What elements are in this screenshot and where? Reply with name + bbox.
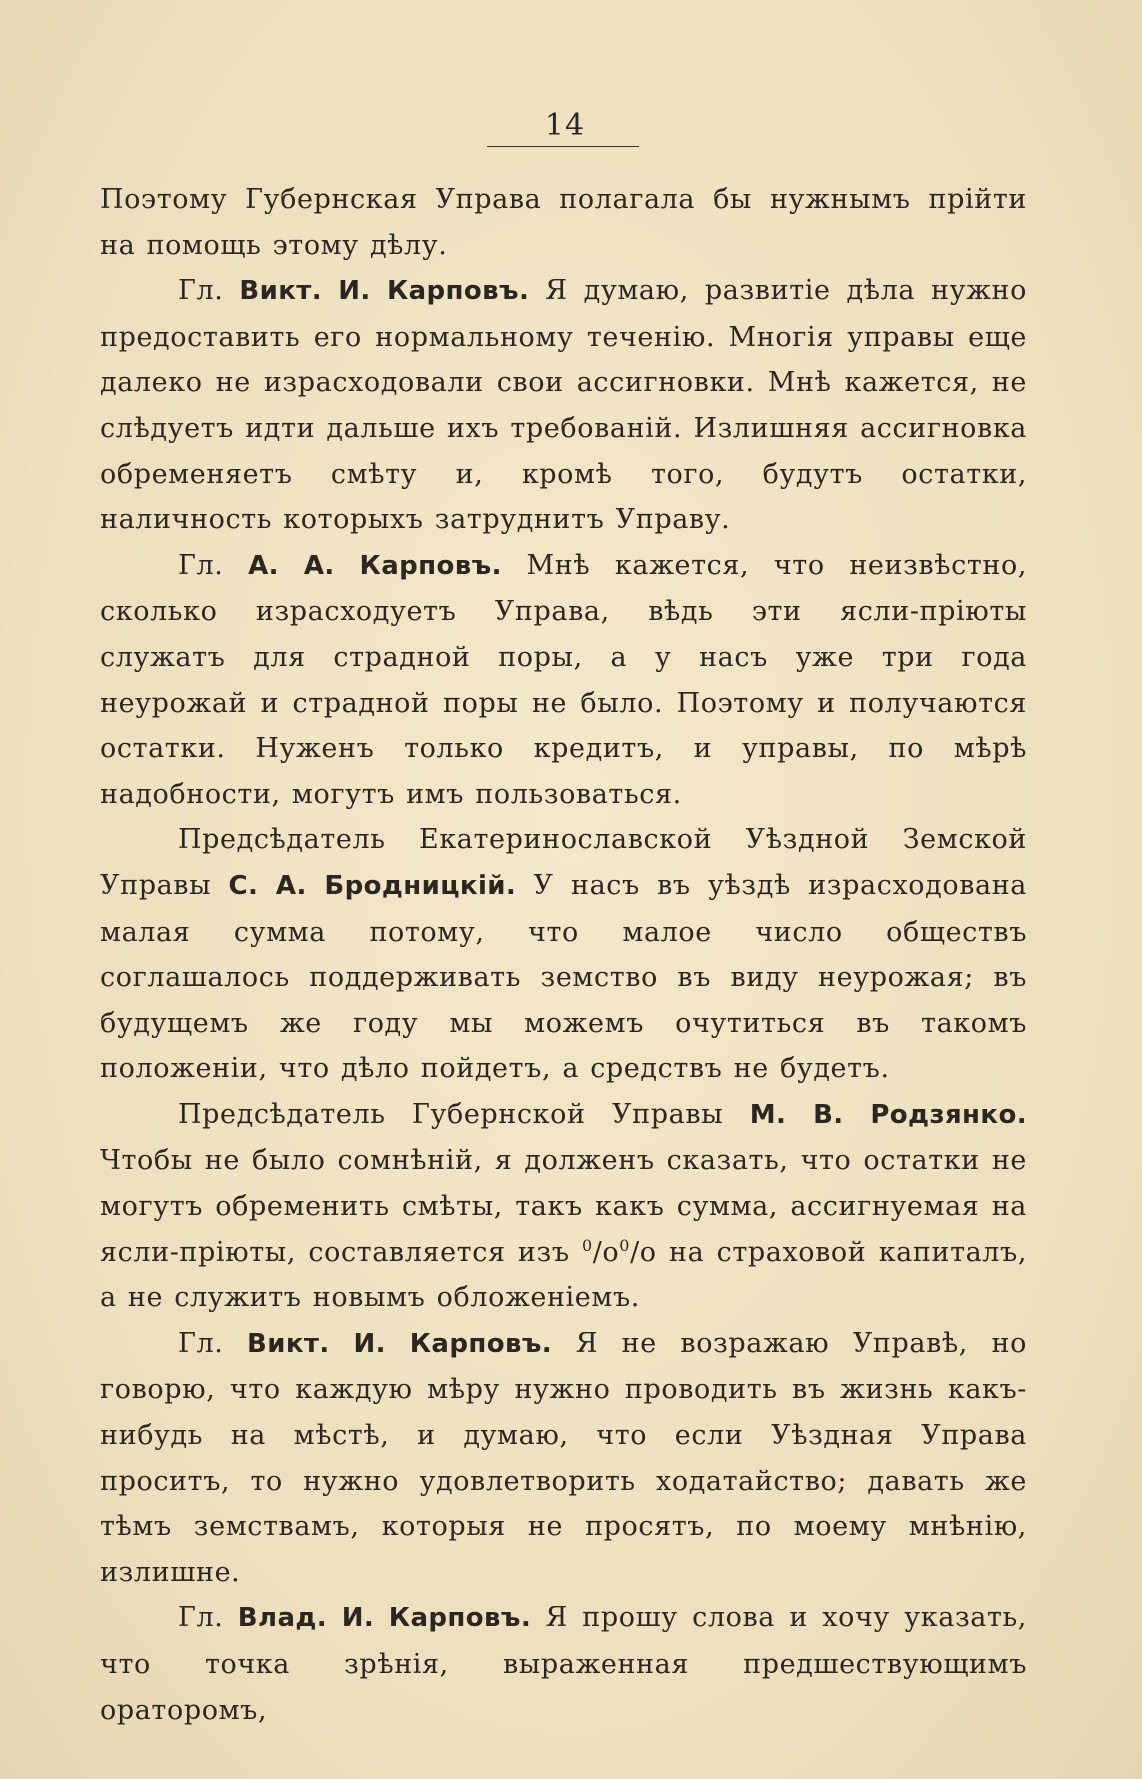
speaker-title: Гл. bbox=[178, 1327, 224, 1359]
speaker-title: Предсѣдатель Екатеринославской Уѣздной Земской Управы bbox=[100, 824, 1027, 901]
speaker-name: С. А. Бродницкій. bbox=[228, 870, 517, 901]
paragraph bbox=[100, 543, 1027, 818]
speaker-title: Гл. bbox=[178, 275, 224, 307]
percent-sign: $^0/о^0/о$ bbox=[581, 1235, 657, 1268]
speaker-name: Викт. И. Карповъ. bbox=[247, 1328, 553, 1359]
speaker-name: М. В. Родзянко. bbox=[749, 1099, 1028, 1130]
paragraph bbox=[100, 177, 1027, 268]
page-number-rule bbox=[487, 146, 639, 147]
paragraph-text: Я думаю, развитіе дѣла нужно предоставить его нормальному теченію. Многія управы еще далеко не израсходовали свои ассигновки. Мнѣ кажется, не слѣдуетъ идти дальше ихъ требованій. Излишняя ассигновка обременяетъ смѣту и, кромѣ того, будутъ остатки, наличность которыхъ затруднитъ Управу. bbox=[100, 275, 1028, 536]
paragraph bbox=[100, 1321, 1027, 1596]
paragraph-text: на страховой капиталъ, а не служитъ новымъ обложеніемъ. bbox=[100, 1236, 1028, 1314]
paragraph bbox=[100, 1092, 1027, 1321]
speaker-name: Влад. И. Карповъ. bbox=[237, 1603, 532, 1634]
paragraph-text: Я не возражаю Управѣ, но говорю, что каждую мѣру нужно проводить въ жизнь какъ-нибудь на мѣстѣ, и думаю, что если Уѣздная Управа проситъ, то нужно удовлетворить ходатайство; давать же тѣмъ земствамъ, которыя не просятъ, по моему мнѣнію, излишне. bbox=[100, 1327, 1028, 1588]
speaker-name: А. А. Карповъ. bbox=[248, 550, 502, 581]
speaker-name: Викт. И. Карповъ. bbox=[239, 276, 530, 307]
body-text bbox=[100, 177, 1027, 1733]
paragraph-text: Мнѣ кажется, что неизвѣстно, сколько израсходуетъ Управа, вѣдь эти ясли-пріюты служатъ для страдной поры, а у насъ уже три года неурожай и страдной поры не было. Поэтому и получаются остатки. Нуженъ только кредитъ, и управы, по мѣрѣ надобности, могутъ имъ пользоваться. bbox=[100, 549, 1028, 810]
paragraph bbox=[100, 268, 1027, 543]
paragraph-text: Я прошу слова и хочу указать, что точка зрѣнія, выраженная предшествующимъ ораторомъ, bbox=[100, 1602, 1027, 1726]
paragraph-text: У насъ въ уѣздѣ израсходована малая сумма потому, что малое число обществъ соглашалось поддерживать земство въ виду неурожая; въ будущемъ же году мы можемъ очутиться въ такомъ положеніи, что дѣло пойдетъ, а средствъ не будетъ. bbox=[100, 869, 1027, 1085]
speaker-title: Гл. bbox=[178, 549, 224, 581]
speaker-title: Гл. bbox=[178, 1602, 224, 1634]
paragraph bbox=[100, 817, 1027, 1092]
paragraph-text: Чтобы не было сомнѣній, я долженъ сказать, что остатки не могутъ обременить смѣты, такъ какъ сумма, ассигнуемая на ясли-пріюты, составляется изъ bbox=[100, 1145, 1027, 1268]
speaker-title: Предсѣдатель Губернской Управы bbox=[178, 1098, 724, 1130]
paragraph-text: Поэтому Губернская Управа полагала бы нужнымъ прійти на помощь этому дѣлу. bbox=[100, 184, 1027, 261]
paragraph bbox=[100, 1595, 1027, 1733]
page-number: 14 bbox=[544, 108, 586, 143]
